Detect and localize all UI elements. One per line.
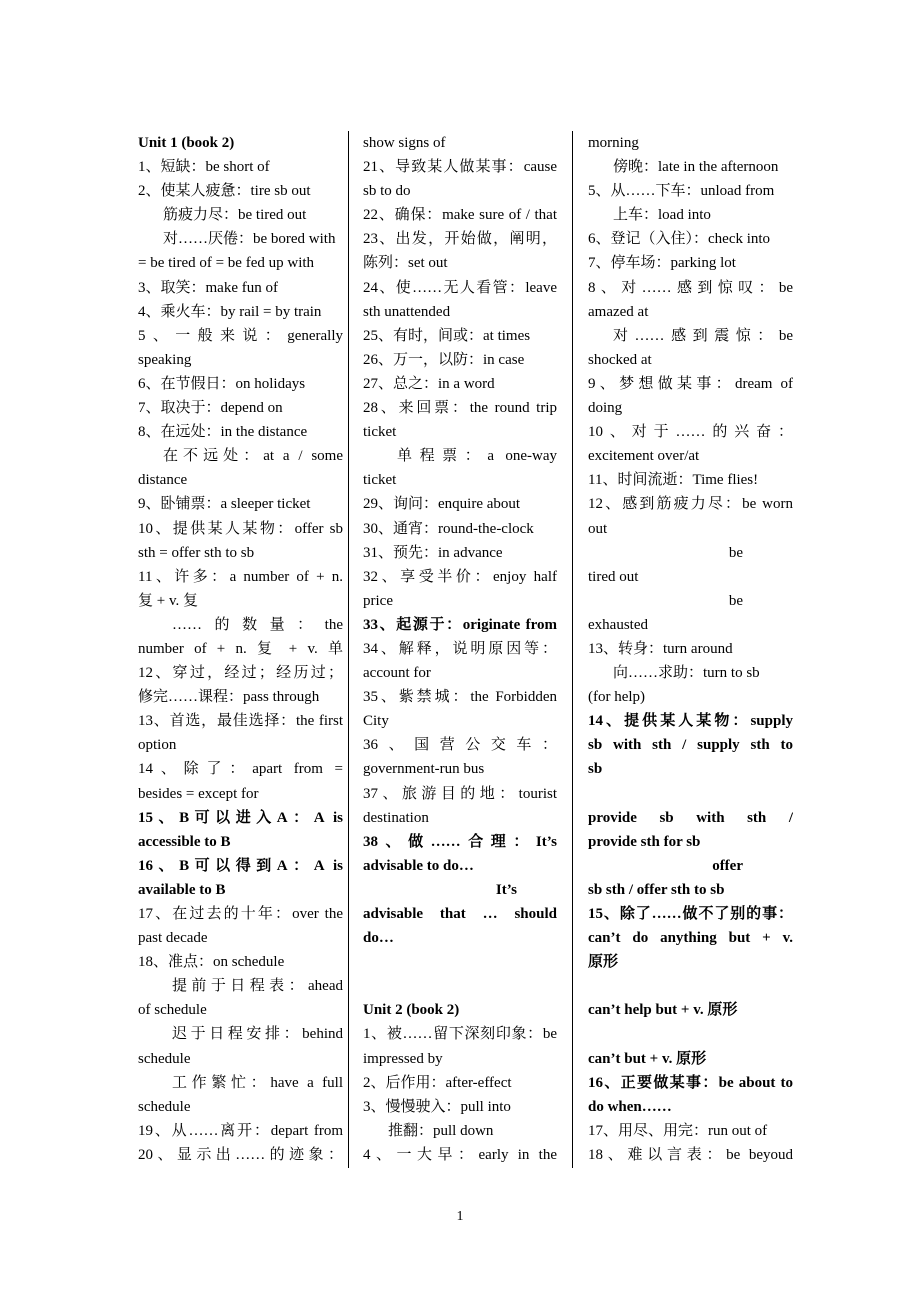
- text-line: 16、B可以得到A：A is: [138, 857, 343, 874]
- text-line: 10、对于……的兴奋：: [588, 424, 793, 441]
- text-line: (for help): [588, 689, 646, 706]
- text-line: 1、被……留下深刻印象：be: [363, 1026, 557, 1043]
- text-line: 15、B可以进入A：A is: [138, 809, 343, 826]
- text-line: exhausted: [588, 616, 648, 633]
- text-line: past decade: [138, 930, 208, 947]
- text-line: 23、出发，开始做，阐明，: [363, 231, 557, 248]
- text-line: advisable to do…: [363, 857, 474, 874]
- text-line: 11、时间流逝：Time flies!: [588, 472, 759, 489]
- text-line: show signs of: [363, 135, 446, 151]
- text-line: sth unattended: [363, 303, 451, 320]
- text-line: 5、一般来说：generally: [138, 327, 343, 344]
- text-line: destination: [363, 809, 429, 826]
- text-line: number of + n. 复 + v. 单: [138, 640, 343, 657]
- text-line: [363, 950, 557, 974]
- text-line: be: [728, 544, 743, 561]
- text-line: doing: [588, 400, 623, 417]
- text-line: 5、从……下车：unload from: [588, 183, 775, 200]
- text-line: 上车：load into: [613, 207, 711, 224]
- text-line: 10、提供某人某物：offer sb: [138, 520, 343, 537]
- text-line: 8、对……感到惊叹：be: [588, 279, 793, 296]
- text-line: 筋疲力尽：be tired out: [163, 207, 307, 224]
- text-line: 34、解释，说明原因等：: [363, 640, 557, 657]
- text-line: option: [138, 737, 177, 754]
- text-line: be: [728, 592, 743, 609]
- text-line: 28、来回票：the round trip: [363, 400, 557, 417]
- text-line: Unit 1 (book 2): [138, 135, 235, 151]
- text-line: provide sth for sb: [588, 833, 701, 850]
- text-line: 迟于日程安排：behind: [172, 1026, 343, 1043]
- text-line: ……的数量：the: [172, 616, 343, 633]
- text-line: 6、在节假日：on holidays: [138, 375, 306, 392]
- text-line: distance: [138, 472, 188, 489]
- text-line: 6、登记（入住）：check into: [588, 231, 771, 248]
- text-line: tired out: [588, 568, 639, 585]
- text-line: = be tired of = be fed up with: [138, 255, 315, 272]
- text-line: [363, 974, 557, 998]
- text-line: available to B: [138, 881, 226, 898]
- text-line: 17、用尽、用完：run out of: [588, 1122, 768, 1139]
- page-number: 1: [456, 1209, 464, 1224]
- text-line: 22、确保：make sure of / that: [363, 207, 557, 224]
- text-line: 19、从……离开：depart from: [138, 1122, 343, 1139]
- text-line: advisable that … should: [363, 906, 557, 922]
- text-line: speaking: [138, 351, 192, 368]
- text-line: 13、首选，最佳选择：the first: [138, 713, 343, 730]
- text-line: 18、难以言表：be beyoud: [588, 1146, 793, 1163]
- text-line: 傍晚：late in the afternoon: [613, 159, 779, 176]
- text-line: 36、国营公交车：: [363, 737, 557, 754]
- text-line: shocked at: [588, 351, 652, 368]
- text-line: [588, 782, 793, 806]
- text-line: 7、停车场：parking lot: [588, 255, 736, 272]
- text-line: 30、通宵：round-the-clock: [363, 520, 534, 537]
- text-line: 16、正要做某事：be about to: [588, 1074, 793, 1091]
- text-line: can’t but + v. 原形: [588, 1050, 707, 1067]
- text-line: 18、准点：on schedule: [138, 954, 285, 971]
- text-line: can’t help but + v. 原形: [588, 1002, 738, 1019]
- text-line: 11、许多：a number of + n.: [138, 568, 343, 585]
- column-1: [138, 131, 343, 1171]
- text-line: 12、感到筋疲力尽：be worn: [588, 496, 793, 513]
- text-line: 12、穿过，经过；经历过；: [138, 665, 343, 682]
- text-line: 7、取决于：depend on: [138, 400, 283, 417]
- text-line: schedule: [138, 1050, 191, 1067]
- text-line: price: [363, 592, 393, 609]
- text-line: impressed by: [363, 1050, 443, 1067]
- text-line: City: [363, 713, 389, 730]
- column-divider-1: [348, 131, 349, 1168]
- text-line: 单程票：a one-way: [397, 448, 557, 465]
- text-line: 修完……课程：pass through: [138, 689, 320, 706]
- text-line: 3、取笑：make fun of: [138, 279, 278, 296]
- text-line: ticket: [363, 424, 397, 441]
- text-line: can’t do anything but + v.: [588, 930, 793, 947]
- text-line: 4、乘火车：by rail = by train: [138, 303, 322, 320]
- text-line: 35、紫禁城：the Forbidden: [363, 689, 557, 706]
- text-line: 33、起源于：originate from: [363, 616, 557, 633]
- text-line: 37、旅游目的地：tourist: [363, 785, 557, 802]
- text-line: sth = offer sth to sb: [138, 544, 255, 561]
- text-line: 1、短缺：be short of: [138, 159, 270, 176]
- text-line: do when……: [588, 1098, 672, 1115]
- text-line: 在不远处：at a / some: [163, 448, 343, 465]
- text-line: out: [588, 520, 608, 537]
- text-line: government-run bus: [363, 761, 485, 778]
- text-line: provide sb with sth /: [588, 809, 793, 826]
- text-line: 27、总之：in a word: [363, 375, 495, 392]
- text-line: 15、除了……做不了别的事：: [588, 906, 793, 922]
- text-line: It’s: [495, 881, 517, 898]
- text-line: 17、在过去的十年：over the: [138, 906, 343, 922]
- text-line: 对……感到震惊：be: [613, 327, 793, 344]
- text-line: 2、后作用：after-effect: [363, 1074, 512, 1091]
- text-line: 14、除了：apart from =: [138, 761, 343, 778]
- text-line: 13、转身：turn around: [588, 640, 733, 657]
- text-line: of schedule: [138, 1002, 207, 1019]
- text-line: account for: [363, 665, 431, 682]
- text-line: 29、询问：enquire about: [363, 496, 521, 513]
- text-line: 原形: [588, 954, 619, 971]
- text-line: sb: [588, 761, 603, 778]
- text-line: 24、使……无人看管：leave: [363, 279, 557, 296]
- text-line: 复 + v. 复: [138, 592, 198, 609]
- text-line: do…: [363, 930, 394, 947]
- text-line: Unit 2 (book 2): [363, 1002, 460, 1019]
- text-line: 提前于日程表：ahead: [172, 978, 343, 995]
- text-line: [588, 1022, 793, 1046]
- text-line: 推翻：pull down: [388, 1122, 494, 1139]
- text-line: [588, 974, 793, 998]
- text-line: sb to do: [363, 183, 411, 200]
- text-line: excitement over/at: [588, 448, 700, 465]
- text-line: sb sth / offer sth to sb: [588, 881, 725, 898]
- text-line: 8、在远处：in the distance: [138, 424, 308, 441]
- text-line: 向……求助：turn to sb: [613, 665, 760, 682]
- text-line: 32、享受半价：enjoy half: [363, 568, 557, 585]
- text-line: 4、一大早：early in the: [363, 1146, 557, 1163]
- text-line: amazed at: [588, 303, 649, 320]
- text-line: 9、梦想做某事：dream of: [588, 375, 793, 392]
- text-line: sb with sth / supply sth to: [588, 737, 793, 754]
- text-line: 38、做……合理：It’s: [363, 833, 557, 850]
- column-2: [363, 131, 557, 1171]
- text-line: 31、预先：in advance: [363, 544, 503, 561]
- text-line: morning: [588, 135, 639, 151]
- text-line: 陈列：set out: [363, 255, 448, 272]
- column-3: [588, 131, 793, 1171]
- text-line: 21、导致某人做某事：cause: [363, 159, 557, 176]
- text-line: offer: [712, 857, 743, 874]
- text-line: 工作繁忙：have a full: [172, 1074, 343, 1091]
- text-line: ticket: [363, 472, 397, 489]
- text-line: 25、有时，间或：at times: [363, 327, 531, 344]
- text-line: 2、使某人疲惫：tire sb out: [138, 183, 311, 200]
- text-line: 26、万一，以防：in case: [363, 351, 525, 368]
- text-line: 14、提供某人某物：supply: [588, 713, 793, 730]
- column-divider-2: [572, 131, 573, 1168]
- text-line: 20、显示出……的迹象：: [138, 1146, 343, 1163]
- text-line: 3、慢慢驶入：pull into: [363, 1098, 511, 1115]
- text-line: schedule: [138, 1098, 191, 1115]
- text-line: besides = except for: [138, 785, 259, 802]
- text-line: 对……厌倦：be bored with: [163, 231, 336, 248]
- text-line: accessible to B: [138, 833, 231, 850]
- text-line: 9、卧铺票：a sleeper ticket: [138, 496, 311, 513]
